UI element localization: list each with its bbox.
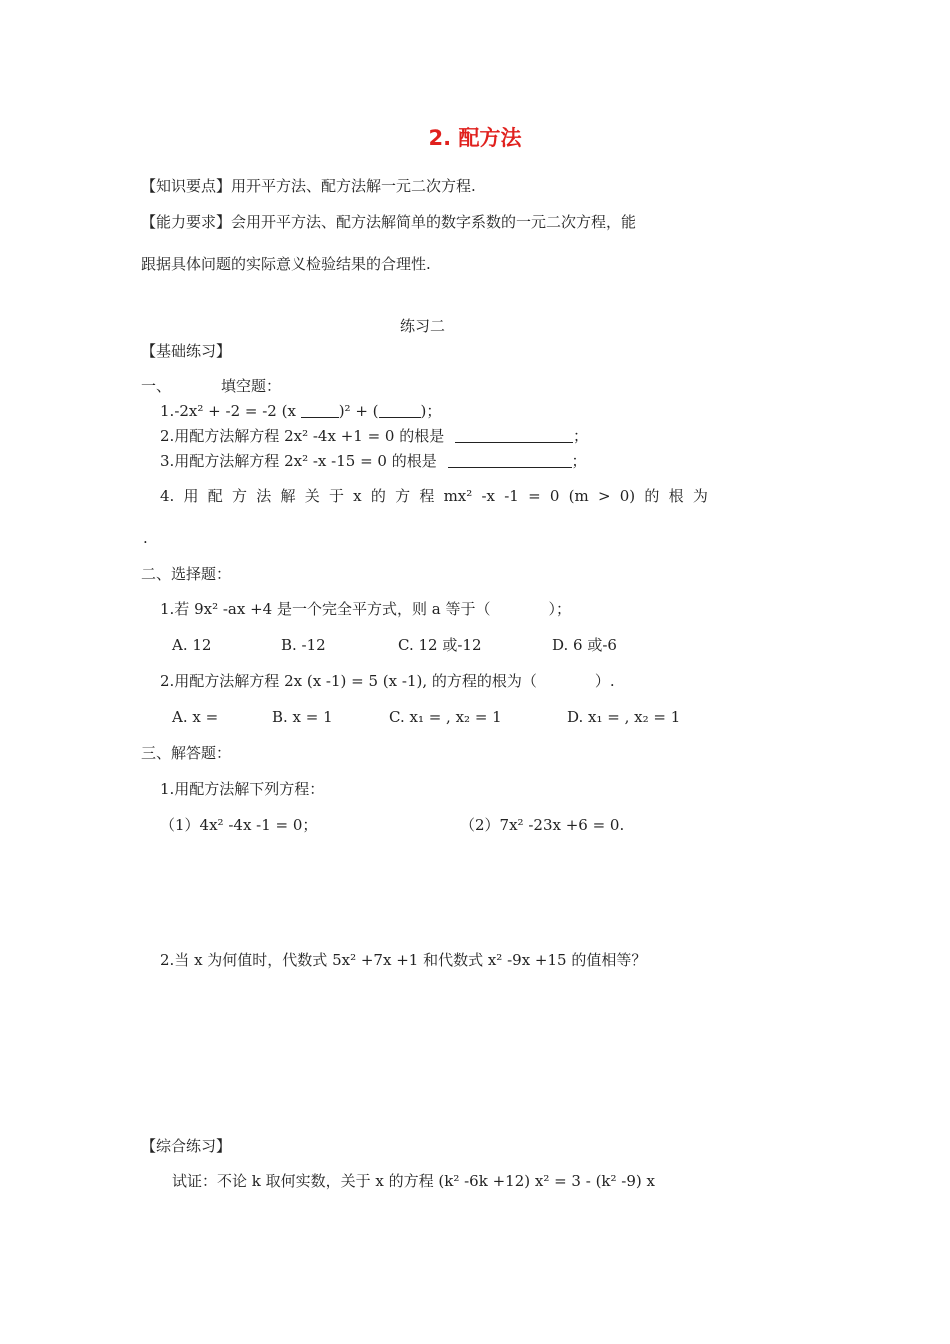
question-1-4: 4. 用 配 方 法 解 关 于 x 的 方 程 mx² -x -1 = 0 (m > 0) 的 根 为 [160, 487, 708, 505]
ability-requirements: 【能力要求】会用开平方法、配方法解简单的数字系数的一元二次方程，能 [141, 213, 637, 231]
knowledge-points: 【知识要点】用开平方法、配方法解一元二次方程. [141, 177, 476, 195]
basic-exercise-header: 【基础练习】 [141, 342, 232, 360]
option-d[interactable]: D. x₁ = , x₂ = 1 [567, 708, 681, 726]
question-3-2: 2.当 x 为何值时，代数式 5x² +7x +1 和代数式 x² -9x +15 的值相等？ [160, 951, 647, 969]
question-1-3: 3.用配方法解方程 2x² -x -15 = 0 的根是 ； [160, 452, 587, 470]
question-2-1: 1.若 9x² -ax +4 是一个完全平方式，则 a 等于（ ）； [160, 600, 571, 618]
question-3-1-part-2: （2）7x² -23x +6 = 0. [460, 816, 625, 834]
page-title: 2. 配方法 [428, 126, 522, 150]
option-a[interactable]: A. 12 [172, 636, 212, 654]
section-title: 填空题： [221, 377, 282, 395]
ability-requirements-cont: 跟据具体问题的实际意义检验结果的合理性. [141, 255, 431, 273]
question-1-1: 1.-2x² + -2 = -2 (x )² + ( )； [160, 402, 442, 420]
section-multiple-choice: 二、选择题： [141, 565, 232, 583]
option-a[interactable]: A. x = [172, 708, 219, 726]
option-b[interactable]: B. x = 1 [272, 708, 333, 726]
question-1-2: 2.用配方法解方程 2x² -4x +1 = 0 的根是 ； [160, 427, 589, 445]
option-d[interactable]: D. 6 或-6 [552, 636, 617, 654]
section-number: 一、 [141, 377, 172, 395]
answer-blank[interactable] [448, 452, 572, 468]
option-c[interactable]: C. x₁ = , x₂ = 1 [389, 708, 502, 726]
answer-blank[interactable] [455, 427, 573, 443]
question-3-1-part-1: （1）4x² -4x -1 = 0； [160, 816, 318, 834]
answer-blank[interactable] [379, 402, 421, 418]
section-solve: 三、解答题： [141, 744, 232, 762]
comprehensive-exercise-header: 【综合练习】 [141, 1137, 232, 1155]
question-1-4-tail: . [143, 529, 148, 547]
exercise-title: 练习二 [400, 317, 446, 335]
question-2-2: 2.用配方法解方程 2x (x -1) = 5 (x -1), 的方程的根为（ ）. [160, 672, 615, 690]
comprehensive-question: 试证：不论 k 取何实数，关于 x 的方程 (k² -6k +12) x² = 3 - (k² -9) x [172, 1172, 655, 1190]
section-fill-blank [141, 376, 281, 396]
question-3-1: 1.用配方法解下列方程： [160, 780, 325, 798]
option-c[interactable]: C. 12 或-12 [398, 636, 482, 654]
option-b[interactable]: B. -12 [281, 636, 326, 654]
answer-blank[interactable] [301, 402, 339, 418]
